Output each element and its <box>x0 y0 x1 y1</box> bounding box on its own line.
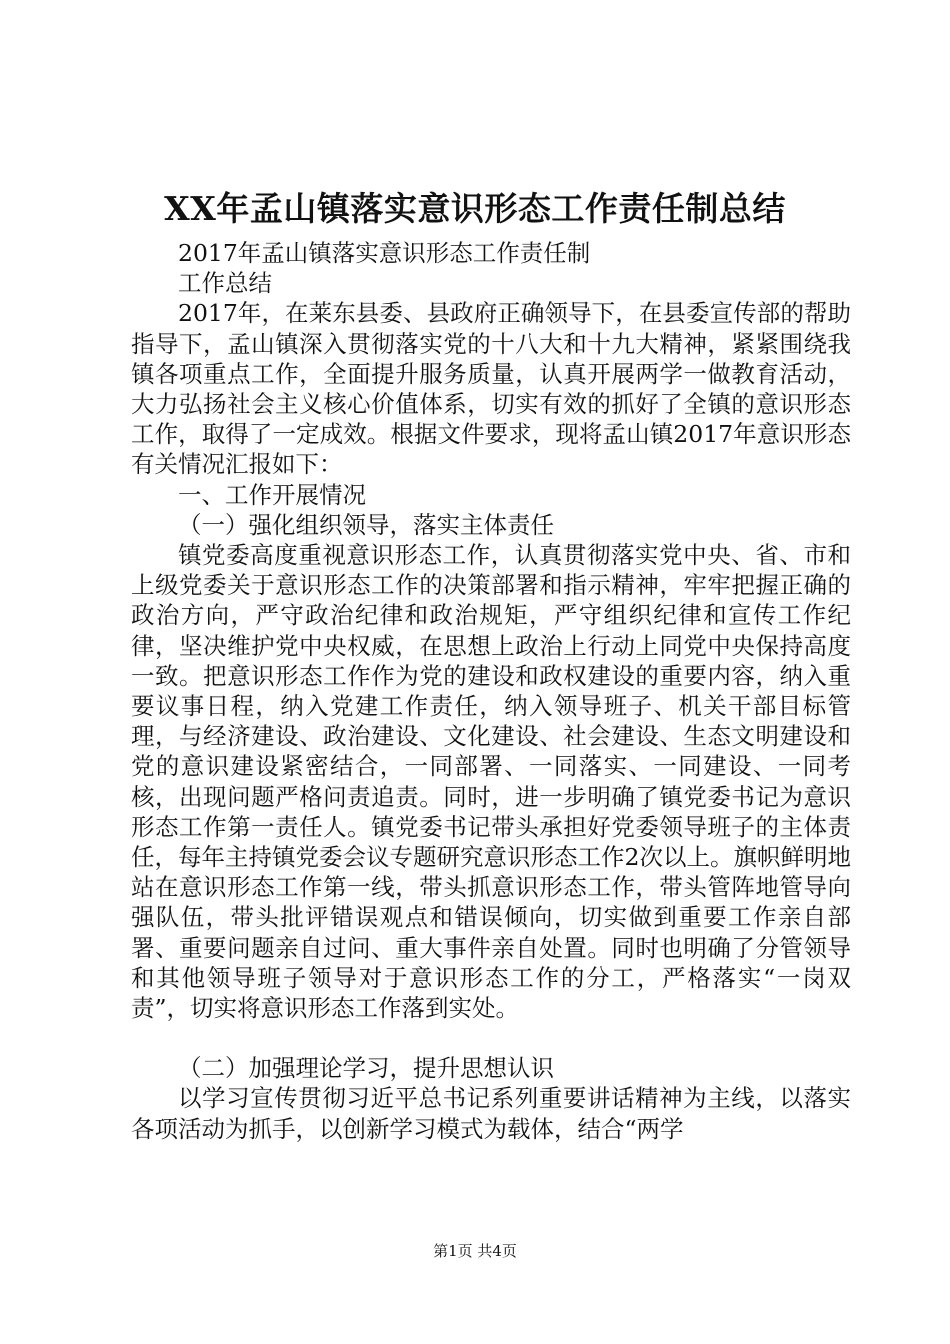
document-body <box>131 238 851 1144</box>
intro-paragraph: 2017年，在莱东县委、县政府正确领导下，在县委宣传部的帮助指导下，孟山镇深入贯彻落实党的十八大和十九大精神，紧紧围绕我镇各项重点工作，全面提升服务质量，认真开展两学一做教育活动，大力弘扬社会主义核心价值体系，切实有效的抓好了全镇的意识形态工作，取得了一定成效。根据文件要求，现将孟山镇2017年意识形态有关情况汇报如下： <box>131 299 851 479</box>
subsection-heading-1: （一）强化组织领导，落实主体责任 <box>178 510 554 539</box>
subtitle-line-1: 2017年孟山镇落实意识形态工作责任制 <box>178 239 591 267</box>
document-title: XX年孟山镇落实意识形态工作责任制总结 <box>164 189 786 228</box>
subtitle-line-2: 工作总结 <box>178 269 272 298</box>
body-paragraph-2: 以学习宣传贯彻习近平总书记系列重要讲话精神为主线，以落实各项活动为抓手，以创新学习模式为载体，结合“两学 <box>131 1084 851 1143</box>
section-heading-1: 一、工作开展情况 <box>178 480 366 509</box>
body-paragraph-1: 镇党委高度重视意识形态工作，认真贯彻落实党中央、省、市和上级党委关于意识形态工作的决策部署和指示精神，牢牢把握正确的政治方向，严守政治纪律和政治规矩，严守组织纪律和宣传工作纪律，坚决维护党中央权威，在思想上政治上行动上同党中央保持高度一致。把意识形态工作作为党的建设和政权建设的重要内容，纳入重要议事日程，纳入党建工作责任，纳入领导班子、机关干部目标管理，与经济建设、政治建设、文化建设、社会建设、生态文明建设和党的意识建设紧密结合，一同部署、一同落实、一同建设、一同考核，出现问题严格问责追责。同时，进一步明确了镇党委书记为意识形态工作第一责任人。镇党委书记带头承担好党委领导班子的主体责任，每年主持镇党委会议专题研究意识形态工作2次以上。旗帜鲜明地站在意识形态工作第一线，带头抓意识形态工作，带头管阵地管导向强队伍，带头批评错误观点和错误倾向，切实做到重要工作亲自部署、重要问题亲自过问、重大事件亲自处置。同时也明确了分管领导和其他领导班子领导对于意识形态工作的分工，严格落实“一岗双责”，切实将意识形态工作落到实处。 <box>131 541 851 1023</box>
paragraph-gap <box>131 1023 851 1053</box>
page-footer: 第1页 共4页 <box>433 1242 517 1260</box>
subsection-heading-2: （二）加强理论学习，提升思想认识 <box>178 1054 554 1083</box>
